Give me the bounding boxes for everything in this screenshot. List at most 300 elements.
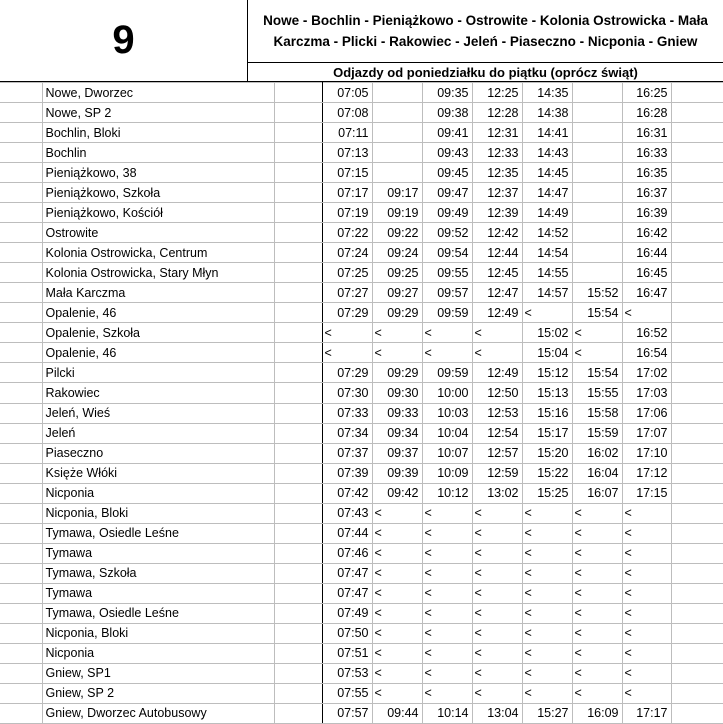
departure-time: 14:49 (522, 203, 572, 223)
departure-time: 07:55 (322, 683, 372, 703)
departure-time: 09:39 (372, 463, 422, 483)
stop-name: Piaseczno (42, 443, 274, 463)
departure-time: < (572, 503, 622, 523)
stop-name: Nicponia, Bloki (42, 503, 274, 523)
departure-time: 14:35 (522, 83, 572, 103)
row-spacer (0, 283, 42, 303)
empty-cell (671, 223, 723, 243)
departure-time: 07:25 (322, 263, 372, 283)
departure-time (572, 123, 622, 143)
departure-time: < (422, 643, 472, 663)
route-number-box (0, 0, 248, 82)
departure-time: 12:25 (472, 83, 522, 103)
departure-time (372, 123, 422, 143)
gap-cell (274, 623, 322, 643)
route-description (248, 0, 723, 62)
departure-time: 16:33 (622, 143, 671, 163)
departure-time: 14:45 (522, 163, 572, 183)
gap-cell (274, 203, 322, 223)
departure-time: 09:29 (372, 363, 422, 383)
departure-time (572, 263, 622, 283)
gap-cell (274, 643, 322, 663)
departure-time: 14:41 (522, 123, 572, 143)
table-row (0, 203, 723, 223)
departure-time: 07:51 (322, 643, 372, 663)
departure-time: 10:09 (422, 463, 472, 483)
empty-cell (671, 143, 723, 163)
gap-cell (274, 323, 322, 343)
gap-cell (274, 123, 322, 143)
departure-time: < (572, 583, 622, 603)
departure-time (572, 243, 622, 263)
departure-time: 14:52 (522, 223, 572, 243)
empty-cell (671, 603, 723, 623)
empty-cell (671, 643, 723, 663)
departure-time: < (422, 323, 472, 343)
departure-time: 16:09 (572, 703, 622, 723)
gap-cell (274, 683, 322, 703)
departure-time: 16:42 (622, 223, 671, 243)
departure-time (372, 163, 422, 183)
departure-time: 09:33 (372, 403, 422, 423)
departure-time: < (572, 563, 622, 583)
empty-cell (671, 163, 723, 183)
table-row (0, 503, 723, 523)
departure-time: 10:14 (422, 703, 472, 723)
departure-time: 07:53 (322, 663, 372, 683)
departure-time: < (472, 663, 522, 683)
row-spacer (0, 623, 42, 643)
departure-time: < (372, 323, 422, 343)
gap-cell (274, 143, 322, 163)
table-row (0, 683, 723, 703)
row-spacer (0, 503, 42, 523)
departure-time: 09:42 (372, 483, 422, 503)
empty-cell (671, 343, 723, 363)
departure-time: 16:35 (622, 163, 671, 183)
stop-name: Jeleń, Wieś (42, 403, 274, 423)
departure-time: 09:43 (422, 143, 472, 163)
departure-time: 09:17 (372, 183, 422, 203)
gap-cell (274, 443, 322, 463)
departure-time: < (622, 523, 671, 543)
departure-time (572, 203, 622, 223)
empty-cell (671, 123, 723, 143)
departure-time: 10:00 (422, 383, 472, 403)
departure-time: < (622, 663, 671, 683)
stop-name: Bochlin, Bloki (42, 123, 274, 143)
gap-cell (274, 163, 322, 183)
departure-time: 07:17 (322, 183, 372, 203)
table-row (0, 163, 723, 183)
table-row (0, 343, 723, 363)
departure-time: 15:55 (572, 383, 622, 403)
departure-time: < (622, 583, 671, 603)
stop-name: Mała Karczma (42, 283, 274, 303)
table-row (0, 363, 723, 383)
row-spacer (0, 683, 42, 703)
departure-time: 07:44 (322, 523, 372, 543)
departure-time: 12:59 (472, 463, 522, 483)
departure-time: 07:34 (322, 423, 372, 443)
departure-time: 09:55 (422, 263, 472, 283)
table-row (0, 243, 723, 263)
departure-time: < (622, 683, 671, 703)
timetable (0, 82, 723, 724)
departure-time: < (572, 543, 622, 563)
stop-name: Tymawa, Osiedle Leśne (42, 523, 274, 543)
departure-time: 12:49 (472, 303, 522, 323)
gap-cell (274, 263, 322, 283)
departure-time: < (372, 603, 422, 623)
departure-time: 09:38 (422, 103, 472, 123)
departure-time: < (372, 343, 422, 363)
row-spacer (0, 663, 42, 683)
stop-name: Opalenie, 46 (42, 303, 274, 323)
departure-time: 12:31 (472, 123, 522, 143)
gap-cell (274, 603, 322, 623)
departure-time: < (572, 343, 622, 363)
departure-time: < (522, 643, 572, 663)
row-spacer (0, 443, 42, 463)
departure-time: 17:06 (622, 403, 671, 423)
departure-time: 15:04 (522, 343, 572, 363)
departure-time: 17:03 (622, 383, 671, 403)
row-spacer (0, 703, 42, 723)
departure-time (372, 103, 422, 123)
row-spacer (0, 163, 42, 183)
table-row (0, 483, 723, 503)
departure-time: 12:33 (472, 143, 522, 163)
departure-time: 09:47 (422, 183, 472, 203)
departure-time: 16:54 (622, 343, 671, 363)
table-row (0, 703, 723, 723)
departure-time (572, 83, 622, 103)
departure-time: 09:25 (372, 263, 422, 283)
gap-cell (274, 583, 322, 603)
departure-time (372, 83, 422, 103)
table-row (0, 123, 723, 143)
empty-cell (671, 663, 723, 683)
departure-time: 16:44 (622, 243, 671, 263)
gap-cell (274, 343, 322, 363)
empty-cell (671, 203, 723, 223)
row-spacer (0, 403, 42, 423)
gap-cell (274, 663, 322, 683)
stop-name: Pieniążkowo, Kościół (42, 203, 274, 223)
departure-time: 13:04 (472, 703, 522, 723)
stop-name: Jeleń (42, 423, 274, 443)
departure-time: 16:31 (622, 123, 671, 143)
departure-time: < (472, 643, 522, 663)
departure-time: < (372, 543, 422, 563)
empty-cell (671, 543, 723, 563)
departure-time: 07:33 (322, 403, 372, 423)
schedule-subtitle: Odjazdy od poniedziałku do piątku (oprócz świąt) (248, 62, 723, 82)
departure-time: 12:50 (472, 383, 522, 403)
stop-name: Tymawa, Osiedle Leśne (42, 603, 274, 623)
departure-time: < (372, 523, 422, 543)
empty-cell (671, 83, 723, 103)
departure-time: < (472, 683, 522, 703)
departure-time: < (522, 683, 572, 703)
departure-time: < (522, 623, 572, 643)
departure-time (372, 143, 422, 163)
empty-cell (671, 183, 723, 203)
gap-cell (274, 383, 322, 403)
departure-time: 15:16 (522, 403, 572, 423)
stop-name: Nowe, SP 2 (42, 103, 274, 123)
stop-name: Bochlin (42, 143, 274, 163)
stop-name: Tymawa, Szkoła (42, 563, 274, 583)
departure-time: < (622, 543, 671, 563)
departure-time: 09:49 (422, 203, 472, 223)
stop-name: Tymawa (42, 583, 274, 603)
departure-time: 09:52 (422, 223, 472, 243)
stop-name: Kolonia Ostrowicka, Stary Młyn (42, 263, 274, 283)
departure-time: 15:13 (522, 383, 572, 403)
departure-time: 12:35 (472, 163, 522, 183)
departure-time: 09:59 (422, 303, 472, 323)
departure-time: 09:44 (372, 703, 422, 723)
route-line-1: Nowe - Bochlin - Pieniążkowo - Ostrowite - Kolonia Ostrowicka - Mała (263, 13, 708, 28)
departure-time: 07:42 (322, 483, 372, 503)
departure-time: < (372, 643, 422, 663)
departure-time: 16:52 (622, 323, 671, 343)
row-spacer (0, 483, 42, 503)
gap-cell (274, 543, 322, 563)
route-number: 9 (112, 18, 135, 62)
departure-time: < (422, 603, 472, 623)
timetable-body (0, 83, 723, 724)
departure-time: 07:15 (322, 163, 372, 183)
departure-time: 17:15 (622, 483, 671, 503)
table-row (0, 423, 723, 443)
departure-time: 17:02 (622, 363, 671, 383)
table-row (0, 283, 723, 303)
departure-time: < (622, 303, 671, 323)
departure-time: 15:58 (572, 403, 622, 423)
departure-time: 09:29 (372, 303, 422, 323)
table-row (0, 583, 723, 603)
departure-time: 07:49 (322, 603, 372, 623)
departure-time: 07:43 (322, 503, 372, 523)
departure-time: < (622, 623, 671, 643)
departure-time: < (372, 503, 422, 523)
departure-time: < (572, 643, 622, 663)
departure-time: 07:08 (322, 103, 372, 123)
departure-time: < (472, 343, 522, 363)
departure-time: 15:22 (522, 463, 572, 483)
table-row (0, 443, 723, 463)
departure-time (572, 103, 622, 123)
row-spacer (0, 243, 42, 263)
table-row (0, 383, 723, 403)
departure-time: 07:30 (322, 383, 372, 403)
departure-time: < (472, 563, 522, 583)
empty-cell (671, 243, 723, 263)
departure-time: < (522, 603, 572, 623)
departure-time: 07:37 (322, 443, 372, 463)
departure-time: 17:10 (622, 443, 671, 463)
departure-time: 12:47 (472, 283, 522, 303)
departure-time: 12:53 (472, 403, 522, 423)
departure-time: 16:04 (572, 463, 622, 483)
departure-time: 15:25 (522, 483, 572, 503)
departure-time: 12:57 (472, 443, 522, 463)
empty-cell (671, 103, 723, 123)
route-line-2: Karczma - Plicki - Rakowiec - Jeleń - Piaseczno - Nicponia - Gniew (273, 34, 698, 49)
row-spacer (0, 303, 42, 323)
gap-cell (274, 483, 322, 503)
departure-time: < (572, 323, 622, 343)
gap-cell (274, 363, 322, 383)
gap-cell (274, 303, 322, 323)
table-row (0, 263, 723, 283)
departure-time (572, 143, 622, 163)
row-spacer (0, 223, 42, 243)
row-spacer (0, 523, 42, 543)
departure-time: 09:57 (422, 283, 472, 303)
departure-time: 17:17 (622, 703, 671, 723)
departure-time: < (572, 603, 622, 623)
departure-time (572, 163, 622, 183)
departure-time: 12:44 (472, 243, 522, 263)
departure-time: < (622, 563, 671, 583)
table-row (0, 83, 723, 103)
departure-time: 15:27 (522, 703, 572, 723)
stop-name: Gniew, SP 2 (42, 683, 274, 703)
departure-time: < (472, 583, 522, 603)
gap-cell (274, 703, 322, 723)
empty-cell (671, 403, 723, 423)
departure-time: < (322, 343, 372, 363)
departure-time: 07:47 (322, 583, 372, 603)
table-row (0, 323, 723, 343)
departure-time: 14:54 (522, 243, 572, 263)
departure-time: < (472, 323, 522, 343)
row-spacer (0, 263, 42, 283)
departure-time: 16:07 (572, 483, 622, 503)
departure-time: < (372, 683, 422, 703)
departure-time: 07:46 (322, 543, 372, 563)
departure-time: 16:25 (622, 83, 671, 103)
departure-time: < (422, 683, 472, 703)
departure-time: 12:42 (472, 223, 522, 243)
row-spacer (0, 543, 42, 563)
row-spacer (0, 183, 42, 203)
departure-time: 07:29 (322, 363, 372, 383)
stop-name: Pieniążkowo, 38 (42, 163, 274, 183)
empty-cell (671, 583, 723, 603)
row-spacer (0, 423, 42, 443)
empty-cell (671, 503, 723, 523)
empty-cell (671, 483, 723, 503)
table-row (0, 543, 723, 563)
row-spacer (0, 363, 42, 383)
stop-name: Gniew, Dworzec Autobusowy (42, 703, 274, 723)
departure-time: 13:02 (472, 483, 522, 503)
row-spacer (0, 123, 42, 143)
departure-time: 16:02 (572, 443, 622, 463)
departure-time: < (372, 583, 422, 603)
departure-time: < (472, 523, 522, 543)
table-row (0, 103, 723, 123)
gap-cell (274, 503, 322, 523)
stop-name: Nicponia, Bloki (42, 623, 274, 643)
departure-time: 07:19 (322, 203, 372, 223)
departure-time: 12:28 (472, 103, 522, 123)
departure-time: < (622, 603, 671, 623)
table-row (0, 523, 723, 543)
departure-time: < (322, 323, 372, 343)
departure-time: 10:07 (422, 443, 472, 463)
departure-time: 09:41 (422, 123, 472, 143)
departure-time: < (622, 503, 671, 523)
departure-time: 09:24 (372, 243, 422, 263)
departure-time: < (522, 503, 572, 523)
departure-time: 15:54 (572, 363, 622, 383)
departure-time: < (422, 503, 472, 523)
departure-time: < (572, 523, 622, 543)
row-spacer (0, 603, 42, 623)
empty-cell (671, 703, 723, 723)
departure-time: 09:59 (422, 363, 472, 383)
departure-time (572, 183, 622, 203)
departure-time: 09:35 (422, 83, 472, 103)
empty-cell (671, 423, 723, 443)
table-row (0, 463, 723, 483)
empty-cell (671, 623, 723, 643)
departure-time: 10:04 (422, 423, 472, 443)
departure-time: 09:19 (372, 203, 422, 223)
departure-time: < (522, 523, 572, 543)
departure-time: 07:05 (322, 83, 372, 103)
gap-cell (274, 283, 322, 303)
departure-time: < (422, 583, 472, 603)
table-row (0, 603, 723, 623)
departure-time: 07:39 (322, 463, 372, 483)
departure-time: < (422, 523, 472, 543)
departure-time: < (472, 543, 522, 563)
row-spacer (0, 203, 42, 223)
empty-cell (671, 443, 723, 463)
departure-time: 16:39 (622, 203, 671, 223)
gap-cell (274, 403, 322, 423)
departure-time: 14:38 (522, 103, 572, 123)
departure-time: 17:07 (622, 423, 671, 443)
departure-time: 07:11 (322, 123, 372, 143)
departure-time: 15:17 (522, 423, 572, 443)
table-row (0, 143, 723, 163)
empty-cell (671, 283, 723, 303)
departure-time: 16:28 (622, 103, 671, 123)
stop-name: Pieniążkowo, Szkoła (42, 183, 274, 203)
row-spacer (0, 643, 42, 663)
departure-time: 16:47 (622, 283, 671, 303)
departure-time: 12:39 (472, 203, 522, 223)
gap-cell (274, 563, 322, 583)
departure-time: 15:12 (522, 363, 572, 383)
departure-time (572, 223, 622, 243)
row-spacer (0, 103, 42, 123)
departure-time: < (522, 563, 572, 583)
departure-time: 15:02 (522, 323, 572, 343)
departure-time: 16:45 (622, 263, 671, 283)
departure-time: 14:47 (522, 183, 572, 203)
departure-time: < (372, 663, 422, 683)
table-row (0, 563, 723, 583)
